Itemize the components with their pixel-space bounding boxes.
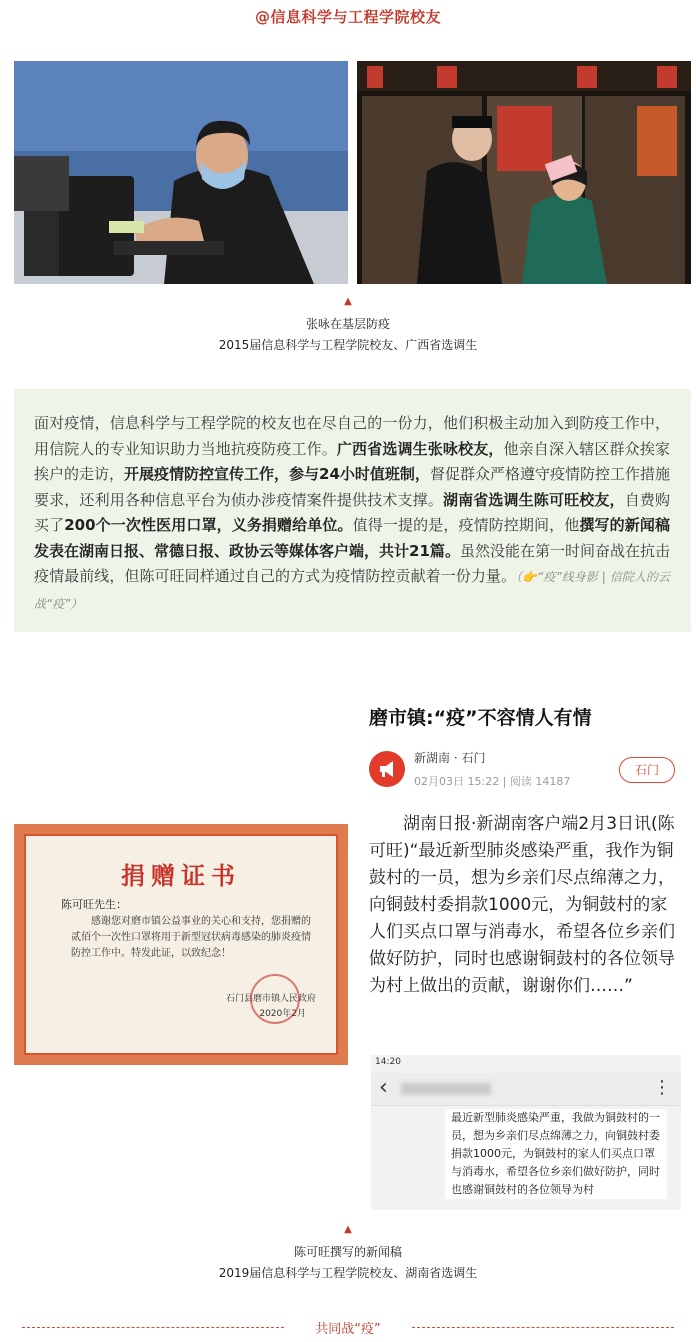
megaphone-icon xyxy=(369,751,405,787)
certificate-inner xyxy=(24,834,338,1055)
story-bold: 广西省选调生张咏校友， xyxy=(336,439,504,458)
location-tag-button[interactable]: 石门 xyxy=(619,757,675,783)
story-bold: 开展疫情防控宣传工作，参与24小时值班制， xyxy=(124,465,430,483)
story-text xyxy=(34,411,670,617)
story-bold: 湖南省选调生陈可旺校友， xyxy=(442,490,625,509)
blurred-contact-name xyxy=(401,1083,491,1095)
page-title: @信息科学与工程学院校友 xyxy=(254,8,441,26)
office-photo-illustration xyxy=(14,61,348,284)
story-bold: 撰写的新闻稿发表在湖南日报、常德日报、政协云等媒体客户端，共计21篇。 xyxy=(34,516,670,560)
certificate-seal xyxy=(250,974,300,1024)
footer-label: 共同战“疫” xyxy=(315,1322,381,1337)
caption-arrow: ▲ xyxy=(344,296,352,307)
story-box xyxy=(14,389,691,632)
news-caption-detail: 2019届信息科学与工程学院校友、湖南省选调生 xyxy=(218,1266,478,1280)
story-part: 他亲自深入辖区群众挨家挨户的走访， xyxy=(34,439,670,483)
article-meta: 02月03日 15:22 | 阅读 14187 xyxy=(414,775,571,788)
certificate-date: 2020年2月 xyxy=(259,1009,306,1019)
certificate-addressee: 陈可旺先生： xyxy=(61,898,127,911)
news-screenshot xyxy=(357,685,691,1210)
story-part: 自费购买了 xyxy=(34,490,670,534)
donation-certificate xyxy=(14,824,348,1065)
chat-message: 最近新型肺炎感染严重，我做为铜鼓村的一员，想为乡亲们尽点绵薄之力，向铜鼓村委捐款1000元，为铜鼓村的家人们买点口罩与消毒水，希望各位乡亲们做好防护，同时也感谢铜鼓村的各位领导为村 xyxy=(445,1109,667,1199)
story-bold: 200个一次性医用口罩，义务捐赠给单位。 xyxy=(64,516,353,534)
news-body: 湖南日报·新湖南客户端2月3日讯(陈可旺)“最近新型肺炎感染严重，我作为铜鼓村的一员，想为乡亲们尽点绵薄之力，向铜鼓村委捐款1000元，为铜鼓村的家人们买点口罩与消毒水，希望各位乡亲们做好防护，同时也感谢铜鼓村的各位领导为村上做出的贡献，谢谢你们……” xyxy=(369,814,675,996)
back-icon[interactable]: ‹ xyxy=(379,1075,388,1100)
photo-door-visit xyxy=(357,61,691,284)
story-part: 虽然没能在第一时间奋战在抗击疫情最前线，但陈可旺同样通过自己的方式为疫情防控贡献着一份力量。 xyxy=(34,541,670,585)
story-part: 督促群众严格遵守疫情防控工作措施要求，还利用各种信息平台为侦办涉疫情案件提供技术支撑。 xyxy=(34,465,670,509)
door-visit-illustration xyxy=(357,61,691,284)
certificate-body: 感谢您对磨市镇公益事业的关心和支持，您捐赠的贰佰个一次性口罩将用于新型冠状病毒感染的肺炎疫情防控工作中。特发此证，以致纪念！ xyxy=(71,916,311,959)
chat-status-time: 14:20 xyxy=(375,1057,401,1067)
story-source-link[interactable]: （👉“疫”线身影 | 信院人的云战“疫”） xyxy=(34,570,670,611)
photo-office-worker xyxy=(14,61,348,284)
footer-divider-right xyxy=(412,1327,674,1329)
footer-divider-left xyxy=(22,1327,284,1329)
news-caption-title: 陈可旺撰写的新闻稿 xyxy=(293,1245,402,1259)
certificate-title: 捐赠证书 xyxy=(121,861,241,890)
source-avatar xyxy=(369,751,405,787)
photo-caption-name: 张咏在基层防疫 xyxy=(305,317,390,331)
story-part: 值得一提的是，疫情防控期间，他 xyxy=(352,516,580,534)
chat-titlebar xyxy=(371,1073,681,1106)
story-part: 面对疫情，信息科学与工程学院的校友也在尽自己的一份力，他们积极主动加入到防疫工作中，用信院人的专业知识助力当地抗疫防疫工作。 xyxy=(34,414,670,458)
chat-screenshot xyxy=(371,1055,681,1210)
certificate-signature: 石门县磨市镇人民政府 xyxy=(225,994,316,1004)
photo-caption-detail: 2015届信息科学与工程学院校友、广西省选调生 xyxy=(218,338,478,352)
more-options-icon[interactable]: ⋮ xyxy=(653,1077,671,1098)
caption-arrow-2: ▲ xyxy=(344,1224,352,1235)
news-headline: 磨市镇:“疫”不容情人有情 xyxy=(369,707,592,729)
source-name: 新湖南 · 石门 xyxy=(414,751,486,765)
